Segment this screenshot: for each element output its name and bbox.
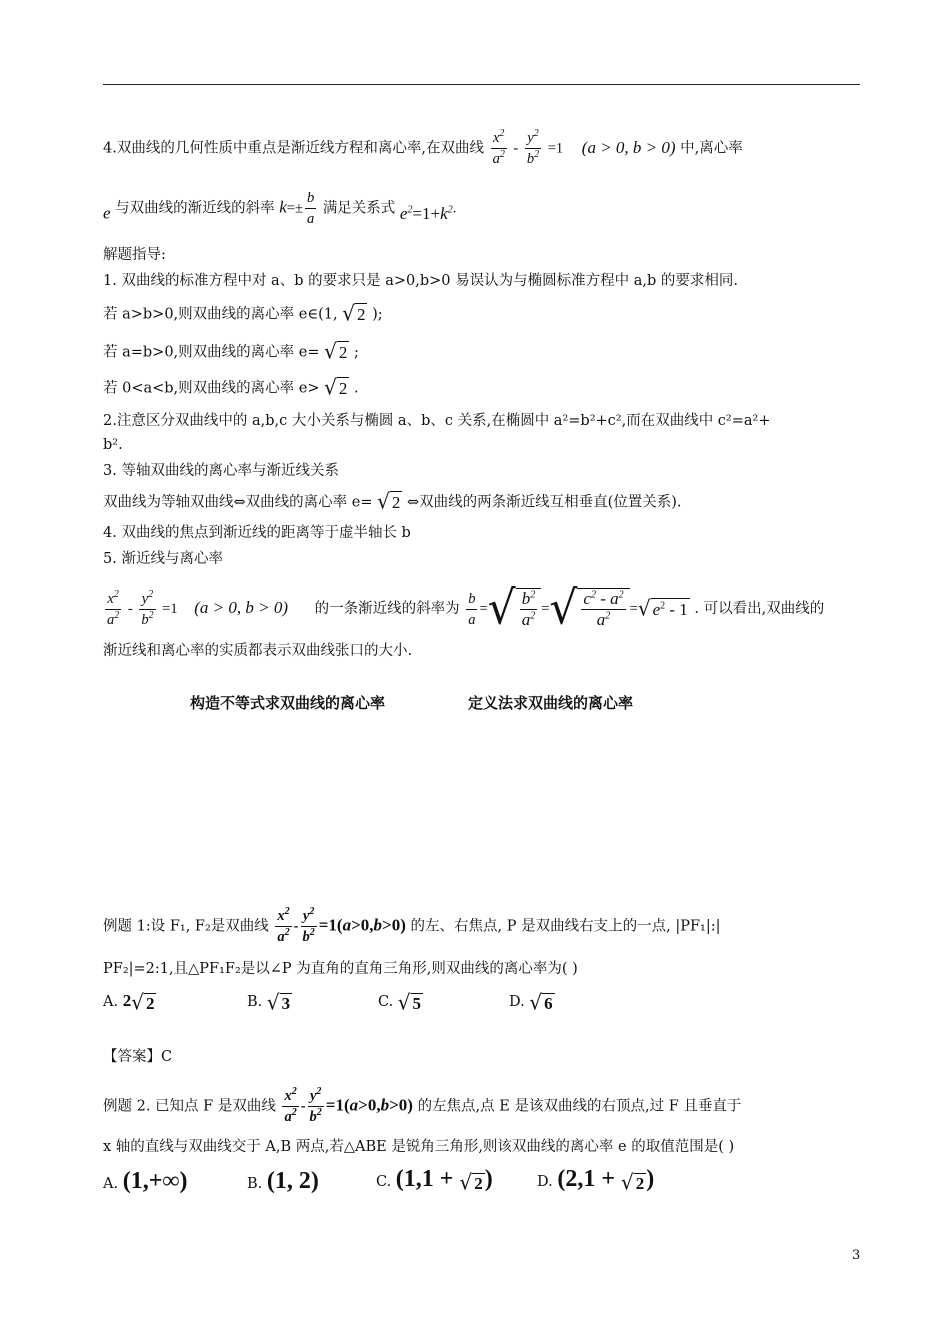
ex2-option-c-label: C. <box>376 1174 392 1190</box>
guide-3a-text: 双曲线为等轴双曲线⇔双曲线的离心率 e= <box>103 494 373 511</box>
sqrt2-formula: √ 2 <box>377 488 401 514</box>
example-2-post: 的左焦点,点 E 是该双曲线的右顶点,过 F 且垂直于 <box>417 1098 742 1115</box>
ex2-option-a-label: A. <box>103 1176 119 1192</box>
formula-b-over-a: $\frac{b}{a}$ <box>306 190 315 227</box>
guide-5b: 渐近线和离心率的实质都表示双曲线张口的大小. <box>103 643 413 659</box>
guide-1c <box>103 376 359 401</box>
formula-x2-a2: $\frac{x^2}{a^2}$ <box>492 128 505 167</box>
example-1-pre: 例题 1:设 F₁, F₂是双曲线 <box>103 918 269 935</box>
header-rule <box>103 84 860 85</box>
ex2-option-d[interactable]: D. (2,1 + √ 2) <box>537 1166 655 1195</box>
example-2-line2: x 轴的直线与双曲线交于 A,B 两点,若△ABE 是锐角三角形,则该双曲线的离心率 e 的取值范围是( ) <box>103 1139 735 1155</box>
guide-3a <box>103 490 682 515</box>
ex2-option-b[interactable]: B. (1, 2) <box>247 1168 319 1194</box>
ex1-option-a-label: A. <box>103 994 119 1010</box>
guide-3a-end: ⇔双曲线的两条渐近线互相垂直(位置关系). <box>406 494 682 511</box>
ex1-option-c-label: C. <box>378 994 394 1010</box>
formula-y2-b2: $\frac{y^2}{b^2}$ <box>526 128 540 167</box>
p4b-mid: 满足关系式 <box>322 200 396 217</box>
ex1-option-a[interactable]: A. 2√ 2 <box>103 989 155 1015</box>
paragraph-4: 4.双曲线的几何性质中重点是渐近线方程和离心率,在双曲线 $\frac{x^2}{a^2}$ - $\frac{y^2}{b^2}$ =1 (a > 0, b > 0) 中,离心率 <box>103 128 743 167</box>
guide-5a-end: . 可以看出,双曲线的 <box>694 601 825 617</box>
p4-condition: (a > 0, b > 0) <box>581 137 676 157</box>
guide-title: 解题指导: <box>103 247 166 263</box>
guide-1b-end: ; <box>353 344 359 361</box>
guide-1b <box>103 340 359 365</box>
guide-5a-mid: 的一条渐近线的斜率为 <box>314 601 460 617</box>
heading-inequality: 构造不等式求双曲线的离心率 <box>190 694 386 712</box>
guide-4: 4. 双曲线的焦点到渐近线的距离等于虚半轴长 b <box>103 525 411 541</box>
ex1-option-c[interactable]: C. √ 5 <box>378 989 422 1015</box>
paragraph-4b: e 与双曲线的渐近线的斜率 k=± $\frac{b}{a}$ 满足关系式 $e^2=1+k^2$. <box>103 190 457 227</box>
guide-1b-text: 若 a=b>0,则双曲线的离心率 e= <box>103 344 320 361</box>
ex1-option-b[interactable]: B. √ 3 <box>247 989 291 1015</box>
guide-1a-end: ); <box>372 306 383 323</box>
ex2-option-b-label: B. <box>247 1176 263 1192</box>
answer-1: 【答案】C <box>103 1049 173 1065</box>
page-number: 3 <box>852 1248 861 1263</box>
guide-2b: b². <box>103 437 123 453</box>
guide-1c-text: 若 0<a<b,则双曲线的离心率 e> <box>103 380 320 397</box>
p4-text: 4.双曲线的几何性质中重点是渐近线方程和离心率,在双曲线 <box>103 140 484 157</box>
guide-1a-text: 若 a>b>0,则双曲线的离心率 e∈(1, <box>103 306 338 323</box>
example-1-post: 的左、右焦点, P 是双曲线右支上的一点, |PF₁|:| <box>410 918 721 935</box>
ex2-option-d-label: D. <box>537 1174 553 1190</box>
example-2-pre: 例题 2. 已知点 F 是双曲线 <box>103 1098 276 1115</box>
ex1-option-b-label: B. <box>247 994 263 1010</box>
heading-definition: 定义法求双曲线的离心率 <box>468 694 634 712</box>
guide-1: 1. 双曲线的标准方程中对 a、b 的要求只是 a>0,b>0 易误认为与椭圆标准方程中 a,b 的要求相同. <box>103 273 738 289</box>
ex1-option-d-label: D. <box>509 994 525 1010</box>
example-1: 例题 1:设 F₁, F₂是双曲线 $\frac{x^2}{a^2}$ - $\frac{y^2}{b^2}$ =1(a>0,b>0) 的左、右焦点, P 是双曲线右支上的一点, |PF₁|:| <box>103 906 721 945</box>
guide-2: 2.注意区分双曲线中的 a,b,c 大小关系与椭圆 a、b、c 关系,在椭圆中 a²=b²+c²,而在双曲线中 c²=a²+ <box>103 413 771 429</box>
p4-tail: 中,离心率 <box>680 140 743 157</box>
sqrt2-formula: √ 2 <box>324 374 348 400</box>
guide-1a <box>103 302 383 327</box>
sqrt2-formula: √ 2 <box>342 300 366 326</box>
guide-1c-end: . <box>353 380 359 397</box>
ex1-option-d[interactable]: D. √ 6 <box>509 989 553 1015</box>
ex2-option-c[interactable]: C. (1,1 + √ 2) <box>376 1166 493 1195</box>
ex2-option-a[interactable]: A. (1,+∞) <box>103 1168 188 1194</box>
guide-5a: $\frac{x^2}{a^2}$ - $\frac{y^2}{b^2}$ =1 (a > 0, b > 0) 的一条渐近线的斜率为 $\frac{b}{a}$ =√ $\frac{b^2}{a^2}$ =√ $\frac{c^2 - a^2}{a^2}$ =√ $e^2 - 1$ . 可以看出,双曲线的 <box>107 581 825 636</box>
guide-3: 3. 等轴双曲线的离心率与渐近线关系 <box>103 463 339 479</box>
sqrt2-formula: √ 2 <box>324 338 348 364</box>
example-1-line2: PF₂|=2:1,且△PF₁F₂是以∠P 为直角的直角三角形,则双曲线的离心率为( ) <box>103 961 578 977</box>
p4b-pre: 与双曲线的渐近线的斜率 <box>115 200 275 217</box>
guide-5: 5. 渐近线与离心率 <box>103 551 223 567</box>
example-2: 例题 2. 已知点 F 是双曲线 $\frac{x^2}{a^2}$ - $\frac{y^2}{b^2}$ =1(a>0,b>0) 的左焦点,点 E 是该双曲线的右顶点,过 F 且垂直于 <box>103 1086 742 1125</box>
